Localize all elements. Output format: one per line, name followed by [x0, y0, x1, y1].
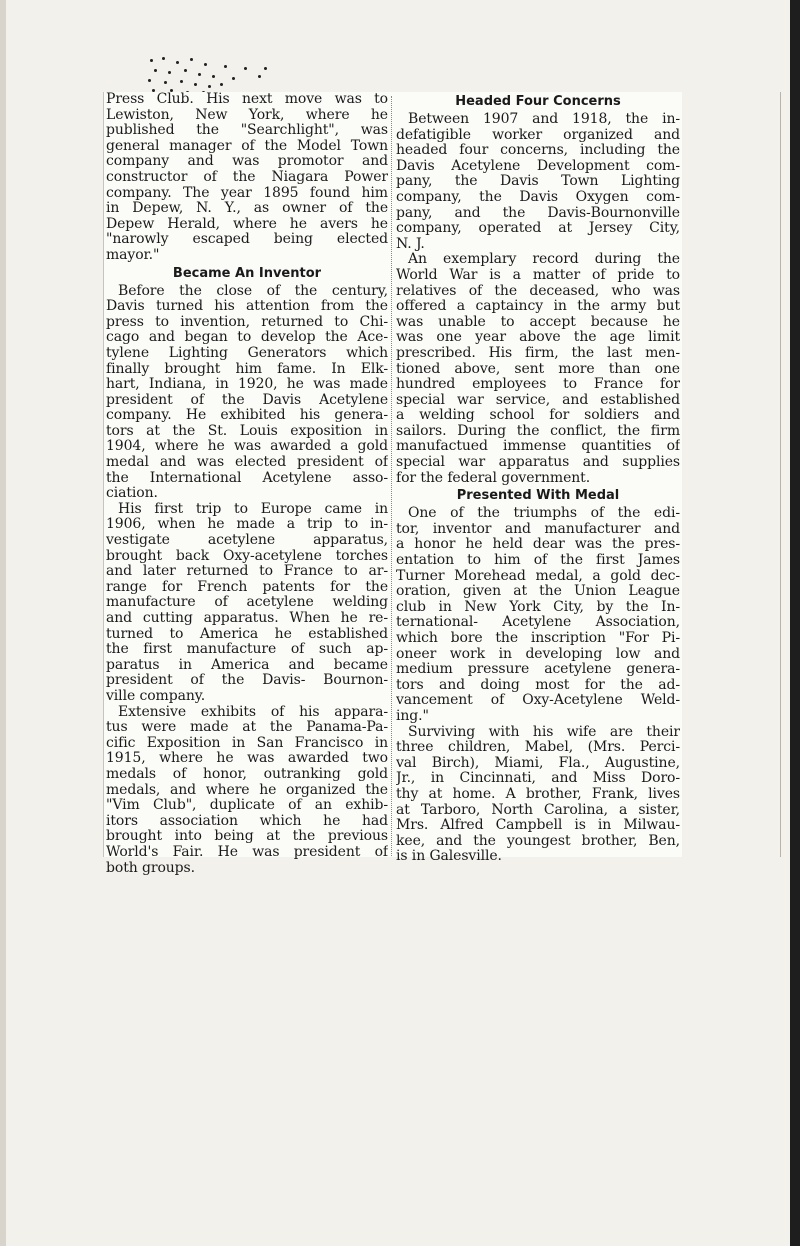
text-line: turned to America he established: [106, 626, 388, 642]
text-line: company. He exhibited his genera-: [106, 408, 388, 424]
text-line: 1904, where he was awarded a gold: [106, 439, 388, 455]
text-line: and later returned to France to ar-: [106, 564, 388, 580]
text-line: three children, Mabel, (Mrs. Perci-: [396, 740, 680, 756]
text-line: president of the Davis Acetylene: [106, 392, 388, 408]
text-line: a welding school for soldiers and: [396, 408, 680, 424]
text-line: "Vim Club", duplicate of an exhib-: [106, 798, 388, 814]
newspaper-clipping: [103, 92, 682, 876]
text-line: kee, and the youngest brother, Ben,: [396, 833, 680, 849]
clipping-edge: [780, 92, 782, 857]
text-line: An exemplary record during the: [408, 252, 680, 268]
text-line: cago and began to develop the Ace-: [106, 330, 388, 346]
text-line: for the federal government.: [396, 470, 591, 486]
text-line: tors at the St. Louis exposition in: [106, 423, 388, 439]
text-line: hundred employees to France for: [396, 377, 680, 393]
text-line: paratus in America and became: [106, 657, 388, 673]
text-line: brought back Oxy-acetylene torches: [106, 548, 388, 564]
text-line: Davis turned his attention from the: [106, 299, 388, 315]
text-line: entation to him of the first James: [396, 553, 680, 569]
left-column: [106, 92, 390, 876]
text-line: and cutting apparatus. When he re-: [106, 611, 388, 626]
text-line: 1915, where he was awarded two: [106, 751, 388, 767]
text-line: His first trip to Europe came in: [118, 501, 388, 517]
text-line: a honor he held dear was the pres-: [396, 537, 680, 553]
page-edge-right: [790, 0, 800, 1246]
text-line: at Tarboro, North Carolina, a sister,: [396, 802, 680, 818]
text-line: general manager of the Model Town: [106, 138, 388, 154]
text-line: Mrs. Alfred Campbell is in Milwau-: [396, 818, 680, 834]
text-line: club in New York City, by the In-: [396, 599, 680, 615]
text-line: oneer work in developing low and: [396, 646, 680, 662]
text-line: mayor.": [106, 247, 160, 263]
text-line: sailors. During the conflict, the firm: [396, 423, 680, 439]
text-line: ing.": [396, 708, 429, 724]
text-line: tioned above, sent more than one: [396, 361, 680, 377]
text-line: constructor of the Niagara Power: [106, 169, 388, 185]
text-line: "narowly escaped being elected: [106, 232, 388, 248]
text-line: which bore the inscription "For Pi-: [396, 631, 680, 646]
text-line: tor, inventor and manufacturer and: [396, 521, 680, 537]
text-line: is in Galesville.: [396, 849, 502, 865]
text-line: itors association which he had: [106, 813, 388, 829]
text-line: oration, given at the Union League: [396, 584, 680, 600]
text-line: published the "Searchlight", was: [106, 123, 388, 139]
heading-headed-four-concerns: Headed Four Concerns: [455, 94, 621, 109]
text-line: ciation.: [106, 486, 158, 502]
text-line: N. J.: [396, 236, 425, 252]
text-line: special war service, and established: [396, 392, 680, 408]
heading-presented-with-medal: Presented With Medal: [456, 488, 620, 504]
paragraph-four-concerns: [396, 112, 680, 252]
text-line: val Birch), Miami, Fla., Augustine,: [396, 755, 680, 771]
text-line: tus were made at the Panama-Pa-: [106, 720, 388, 736]
text-line: both groups.: [106, 860, 195, 876]
text-line: company. The year 1895 found him: [106, 185, 388, 201]
text-line: company, the Davis Oxygen com-: [396, 189, 680, 205]
text-line: Davis Acetylene Development com-: [396, 158, 680, 174]
text-line: Jr., in Cincinnati, and Miss Doro-: [396, 771, 680, 787]
text-line: One of the triumphs of the edi-: [408, 506, 680, 522]
text-line: vestigate acetylene apparatus,: [106, 533, 388, 549]
text-line: tylene Lighting Generators which: [106, 345, 388, 361]
text-line: Before the close of the century,: [118, 283, 388, 299]
heading-became-an-inventor: Became An Inventor: [172, 265, 322, 281]
text-line: thy at home. A brother, Frank, lives: [396, 786, 680, 802]
text-line: 1906, when he made a trip to in-: [106, 517, 388, 533]
text-line: medals, and where he organized the: [106, 782, 388, 798]
text-line: offered a captaincy in the army but: [396, 299, 680, 315]
paragraph-medal: [396, 506, 680, 724]
text-line: World's Fair. He was president of: [106, 844, 388, 860]
text-line: Extensive exhibits of his appara-: [118, 704, 388, 720]
text-line: manufacture of acetylene welding: [106, 595, 388, 611]
text-line: in Depew, N. Y., as owner of the: [106, 201, 388, 217]
text-line: relatives of the deceased, who was: [396, 283, 680, 299]
paragraph-exhibits: [106, 705, 388, 877]
text-line: medals of honor, outranking gold: [106, 766, 388, 782]
paragraph-war-record: [396, 252, 680, 486]
text-line: Surviving with his wife are their: [408, 724, 680, 740]
text-line: Lewiston, New York, where he: [106, 107, 388, 123]
text-line: Depew Herald, where he avers he: [106, 216, 388, 232]
text-line: tors and doing most for the ad-: [396, 677, 680, 693]
text-line: manufactued immense quantities of: [396, 439, 680, 455]
binder-perforations: [140, 55, 280, 95]
text-line: Turner Morehead medal, a gold dec-: [396, 568, 680, 584]
text-line: World War is a matter of pride to: [396, 267, 680, 283]
text-line: vancement of Oxy-Acetylene Weld-: [396, 693, 680, 709]
paragraph-survivors: [396, 725, 680, 865]
text-line: press to invention, returned to Chi-: [106, 314, 388, 330]
text-line: Between 1907 and 1918, the in-: [408, 112, 680, 127]
paragraph-europe-trip: [106, 502, 388, 705]
text-line: was one year above the age limit: [396, 330, 680, 346]
text-line: was unable to accept because he: [396, 314, 680, 330]
paragraph-press-club: [106, 92, 388, 264]
text-line: pany, the Davis Town Lighting: [396, 174, 680, 190]
text-line: cific Exposition in San Francisco in: [106, 735, 388, 751]
text-line: hart, Indiana, in 1920, he was made: [106, 377, 388, 393]
text-line: special war apparatus and supplies: [396, 455, 680, 471]
text-line: Press Club. His next move was to: [106, 92, 388, 107]
text-line: president of the Davis- Bournon-: [106, 673, 388, 689]
text-line: defatigible worker organized and: [396, 127, 680, 143]
text-line: company and was promotor and: [106, 154, 388, 170]
text-line: ternational- Acetylene Association,: [396, 615, 680, 631]
text-line: medium pressure acetylene genera-: [396, 662, 680, 678]
text-line: finally brought him fame. In Elk-: [106, 361, 388, 377]
text-line: the first manufacture of such ap-: [106, 642, 388, 658]
column-divider: [391, 96, 393, 856]
text-line: range for French patents for the: [106, 579, 388, 595]
text-line: headed four concerns, including the: [396, 143, 680, 159]
text-line: the International Acetylene asso-: [106, 470, 388, 486]
text-line: prescribed. His firm, the last men-: [396, 345, 680, 361]
text-line: company, operated at Jersey City,: [396, 221, 680, 237]
right-column: [396, 92, 680, 865]
paragraph-invention: [106, 284, 388, 502]
text-line: brought into being at the previous: [106, 829, 388, 845]
text-line: pany, and the Davis-Bournonville: [396, 205, 680, 221]
text-line: medal and was elected president of: [106, 455, 388, 471]
text-line: ville company.: [106, 688, 206, 704]
page-edge-left: [0, 0, 6, 1246]
